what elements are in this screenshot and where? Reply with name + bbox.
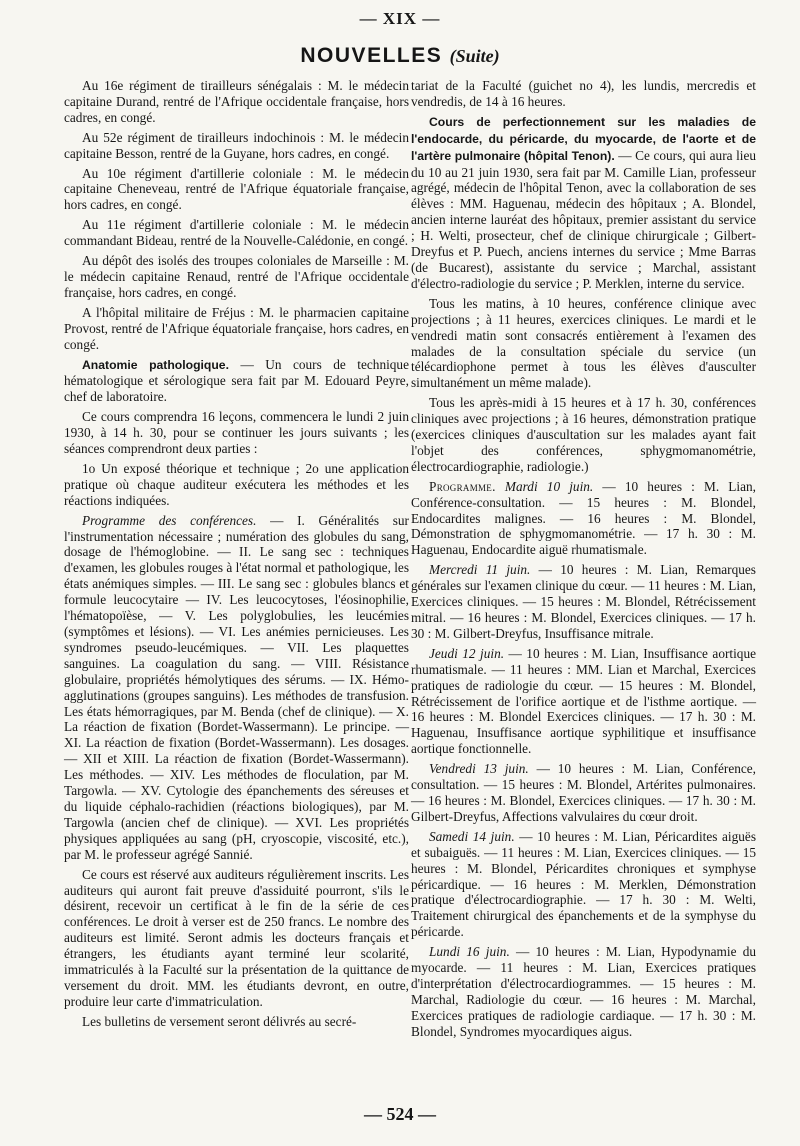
programme-day	[411, 944, 756, 1039]
programme-day	[411, 646, 756, 757]
section-title	[0, 44, 800, 68]
day-schedule: — 10 heures : M. Lian, Insuffisance aortique rhumatismale. — 11 heures : MM. Lian et Marchal, Exercices pratiques de radiologie du cœur. — 15 heures : M. Blondel, Rétrécissement de l'orifice aortique et de l'isthme aortique. — 16 heures : M. Blondel Exercices cliniques. — 17 h. 30 : M. Haguenau, Insuffisance aortique syphilitique et insuffisance aortique fonctionnelle.	[411, 645, 757, 757]
paragraph: Au dépôt des isolés des troupes coloniales de Marseille : M. le médecin capitaine Renaud, rentré de l'Afrique occidentale française, hors cadres, en congé.	[64, 253, 409, 300]
programme-day	[411, 761, 756, 825]
paragraph: Tous les matins, à 10 heures, conférence clinique avec projections ; à 11 heures, exercices cliniques. Le mardi et le vendredi matin sont consacrés entièrement à l'examen des malades de la consultation spéciale du service (un télécardiophone permet à tous les élèves d'ausculter simultanément un même malade).	[411, 295, 756, 391]
paragraph: Ce cours est réservé aux auditeurs régulièrement inscrits. Les auditeurs qui auront fait preuve d'assiduité pourront, s'ils le désirent, recevoir un certificat à le fin de la série de ces conférences. Le droit à verser est de 250 francs. Le nombre des auditeurs est limité. Seront admis les docteurs français et étrangers, les étudiants ayant terminé leur scolarité, immatriculés à la Faculté sur la présentation de la quittance de versement du droit. MM. les étudiants devront, en outre, produire leur carte d'immatriculation.	[64, 866, 409, 1009]
day-schedule: — 10 heures : M. Lian, Péricardites aiguës et subaiguës. — 11 heures : M. Lian, Exercices cliniques. — 15 heures : M. Blondel, Péricardites chroniques et symphyse péricardique. — 16 heures : M. Merklen, Démonstration pratique d'électrocardiographie. — 17 h. 30 : M. Welti, Traitement chirurgical des épanchements et de la symphyse du péricarde.	[411, 828, 756, 940]
programme-day	[411, 479, 756, 559]
paragraph-heading: Cours de perfectionnement sur les maladies de l'endocarde, du péricarde, du myocarde, de l'aorte et de l'artère pulmonaire (hôpital Tenon).	[411, 114, 756, 163]
day-schedule: — 10 heures : M. Lian, Hypodynamie du myocarde. — 11 heures : M. Lian, Exercices pratiques d'interprétation d'électrocardiogrammes. — 15 heures : M. Marchal, Radiologie du cœur. — 16 heures : M. Marchal, Exercices pratiques de radiologie cardiaque. — 17 h. 30 : M. Blondel, Syndromes myocardiques aigus.	[411, 944, 756, 1039]
day-schedule: — 10 heures : M. Lian, Conférence, consultation. — 15 heures : M. Blondel, Artérites pulmonaires. — 16 heures : M. Blondel, Exercices cliniques. — 17 h. 30 : M. Gilbert-Dreyfus, Affections valvulaires du cœur droit.	[411, 761, 756, 824]
roman-folio: — XIX —	[359, 9, 441, 28]
paragraph-heading: Anatomie pathologique.	[82, 357, 229, 372]
programme-label: Programme.	[429, 478, 496, 494]
day-label: Mercredi 11 juin.	[429, 562, 531, 578]
day-schedule: — 10 heures : M. Lian, Remarques générales sur l'examen clinique du cœur. — 11 heures : M. Lian, Exercices cliniques. — 15 heures : M. Blondel, Rétrécissement mitral. — 16 heures : M. Blondel, Exercices cliniques. — 17 h. 30 : M. Gilbert-Dreyfus, Insuffisance mitrale.	[411, 562, 756, 641]
paragraph: Les bulletins de versement seront délivrés au secré-	[82, 1013, 357, 1029]
paragraph-text: — Ce cours, qui aura lieu du 10 au 21 juin 1930, sera fait par M. Camille Lian, professeur agrégé, médecin de l'hôpital Tenon, avec la collaboration de ses élèves : MM. Haguenau, médecin des hôpitaux ; A. Blondel, ancien interne lauréat des hôpitaux, premier assistant du service ; H. Welti, prosecteur, chef de clinique chirurgicale ; Gilbert-Dreyfus et P. Puech, anciens internes du service ; Mme Barras (de Bucarest), assistante du service ; Marchal, assistant d'électro-radiologie du service ; P. Merklen, interne du service.	[411, 147, 757, 291]
left-column	[64, 78, 409, 1032]
programme-day	[411, 829, 756, 940]
paragraph-text: — I. Généralités sur l'instrumentation nécessaire ; numération des globules du sang, dosage de l'hémoglobine. — II. Le sang sec : techniques d'examen, les globules rouges à l'état normal et pathologique, les états anémiques simples. — III. Le sang sec : globules blancs et formule leucocytaire — IV. Les leucocytoses, l'éosinophilie, l'hématopoïèse, — V. Les polyglobulies, les leucémies (symptômes et lésions). — VI. Les anémies pernicieuses. Les syndromes pseudo-leucémiques. — VII. Les plaquettes sanguines. La coagulation du sang. — VIII. Résistance globulaire, propriétés hémolytiques des sérums. — IX. Hémo-agglutinations (groupes sanguins). Les méthodes de transfusion. Les états hémorragiques, par M. Benda (chef de clinique). — X. La réaction de fixation (Bordet-Wassermann). Le principe. — XI. La réaction de fixation (Bordet-Wassermann). Les dosages. — XII et XIII. La réaction de fixation (Bordet-Wassermann). Les méthodes. — XIV. Les méthodes de floculation, par M. Targowla. — XV. Cytologie des épanchements des séreuses et du liquide céphalo-rachidien (réactions biologiques), par M. Targowla (ancien chef de clinique). — XVI. Les propriétés physiques appliquées au sang (pH, cryoscopie, viscosité, etc.), par M. le professeur agrégé Sannié.	[64, 512, 409, 862]
day-label: Samedi 14 juin.	[429, 828, 515, 844]
paragraph: Au 10e régiment d'artillerie coloniale : M. le médecin capitaine Cheneveau, rentré de l'Afrique équatoriale française, hors cadres, en congé.	[64, 165, 409, 213]
title-suite: (Suite)	[449, 46, 500, 66]
paragraph: 1o Un exposé théorique et technique ; 2o une application pratique où chaque auditeur exécutera les méthodes et les réactions indiquées.	[64, 460, 409, 508]
day-label: Jeudi 12 juin.	[429, 645, 505, 661]
paragraph	[64, 513, 409, 863]
page-number: — 524 —	[364, 1104, 436, 1124]
day-label: Lundi 16 juin.	[429, 944, 510, 960]
programme-day	[411, 562, 756, 642]
title-text: NOUVELLES	[300, 44, 443, 67]
day-label: Vendredi 13 juin.	[429, 761, 529, 777]
paragraph: A l'hôpital militaire de Fréjus : M. le pharmacien capitaine Provost, rentré de l'Afrique équatoriale française, hors cadres, en congé.	[64, 304, 409, 352]
paragraph: Tous les après-midi à 15 heures et à 17 h. 30, conférences cliniques avec projections ; à 16 heures, démonstration pratique (exercices cliniques d'auscultation sur les malades ayant fait l'objet des conférences, sphygmomanométrie, électrocardiographie, radiologie.)	[411, 395, 756, 474]
paragraph	[64, 357, 409, 406]
paragraph: Ce cours comprendra 16 leçons, commencera le lundi 2 juin 1930, à 14 h. 30, pour se continuer les jours suivants ; les séances comprendront deux parties :	[64, 409, 409, 457]
paragraph	[411, 114, 756, 292]
day-label: Mardi 10 juin.	[504, 478, 594, 494]
paragraph: tariat de la Faculté (guichet no 4), les lundis, mercredis et vendredis, de 14 à 16 heures.	[411, 78, 756, 109]
paragraph: Au 16e régiment de tirailleurs sénégalais : M. le médecin capitaine Durand, rentré de l'Afrique occidentale française, hors cadres, en congé.	[64, 78, 409, 125]
paragraph-text: — Un cours de technique hématologique et sérologique sera fait par M. Edouard Peyre, chef de laboratoire.	[64, 356, 409, 405]
paragraph: Au 52e régiment de tirailleurs indochinois : M. le médecin capitaine Besson, rentré de la Guyane, hors cadres, en congé.	[64, 129, 409, 161]
paragraph-heading: Programme des conférences.	[82, 512, 257, 528]
paragraph: Au 11e régiment d'artillerie coloniale : M. le médecin commandant Bideau, rentré de la Nouvelle-Calédonie, en congé.	[64, 217, 409, 249]
day-schedule: — 10 heures : M. Lian, Conférence-consultation. — 15 heures : M. Blondel, Endocardites malignes. — 16 heures : M. Blondel, Démonstration de sphygmomanométrie. — 17 h. 30 : M. Haguenau, Endocardite aiguë rhumatismale.	[411, 478, 756, 558]
right-column	[411, 78, 756, 1042]
